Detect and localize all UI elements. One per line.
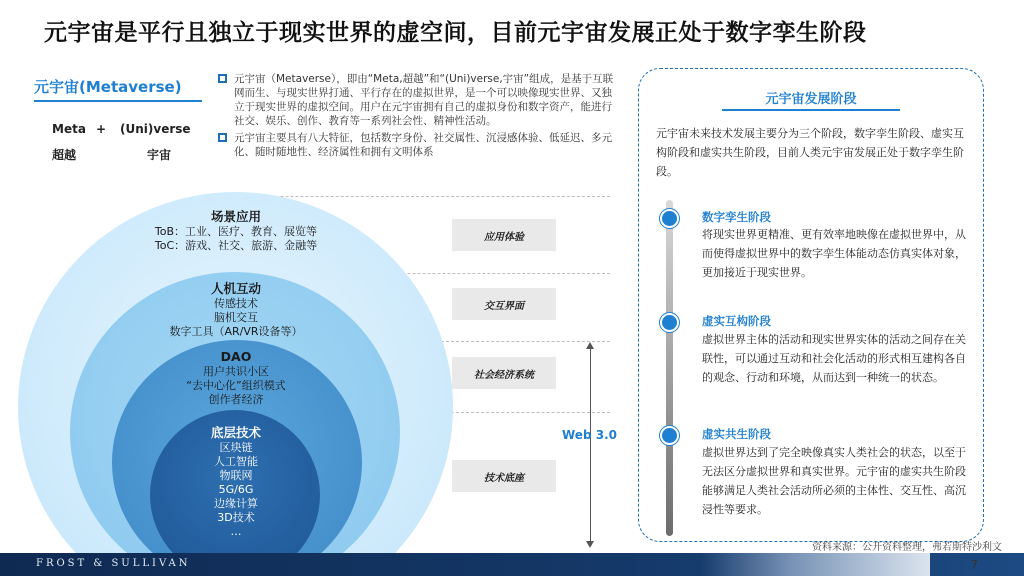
layer-label-interface: 交互界面 <box>452 288 556 320</box>
metaverse-heading: 元宇宙(Metaverse) <box>34 78 182 96</box>
dao-text <box>160 348 312 407</box>
base-line: 边缘计算 <box>214 497 258 510</box>
hci-line: 数字工具（AR/VR设备等） <box>169 325 303 338</box>
stages-title-underline <box>722 109 900 111</box>
base-title: 底层技术 <box>210 425 261 440</box>
layer-label-socioeconomic: 社会经济系统 <box>452 357 556 389</box>
stage-3-desc: 虚拟世界达到了完全映像真实人类社会的状态，以至于无法区分虚拟世界和真实世界。元宇宙的虚实共生阶段能够满足人类社会活动所必须的主体性、交互性、高沉浸性等要求。 <box>702 446 966 516</box>
base-tech-text <box>175 424 297 539</box>
scene-line: ToB：工业、医疗、教育、展览等 <box>154 225 318 238</box>
page-number: 7 <box>970 558 978 572</box>
arrow-down-icon <box>586 541 594 548</box>
dao-title: DAO <box>220 349 252 364</box>
layer-label-tech-base: 技术底座 <box>452 460 556 492</box>
base-line: 3D技术 <box>217 511 255 524</box>
footer-stripe <box>700 553 930 576</box>
base-line: 区块链 <box>219 441 253 454</box>
hci-line: 传感技术 <box>214 297 258 310</box>
base-line: … <box>230 525 242 538</box>
bullet-text: 元宇宙主要具有八大特征，包括数字身份、社交属性、沉浸感体验、低延迟、多元化、随时随地性、经济属性和拥有文明体系 <box>234 132 612 158</box>
source-note: 资料来源：公开资料整理，弗若斯特沙利文 <box>812 542 1002 553</box>
scene-line: ToC：游戏、社交、旅游、金融等 <box>154 239 318 252</box>
hci-title: 人机互动 <box>210 281 261 296</box>
universe-word: (Uni)verse <box>120 122 191 136</box>
scene-application-text <box>130 208 342 253</box>
meta-meaning: 超越 <box>52 148 77 162</box>
base-line: 人工智能 <box>214 455 258 468</box>
dao-line: 用户共识小区 <box>203 365 269 378</box>
definition-bullets <box>218 72 618 162</box>
stage-3-title: 虚实共生阶段 <box>702 427 771 441</box>
metaverse-heading-underline <box>34 100 202 102</box>
stage-dot-icon <box>660 313 679 332</box>
stage-2-title: 虚实互构阶段 <box>702 314 771 328</box>
dao-line: 创作者经济 <box>208 393 264 406</box>
meta-word: Meta <box>52 122 86 136</box>
bullet-features <box>218 131 618 159</box>
stage-2-desc: 虚拟世界主体的活动和现实世界实体的活动之间存在关联性，可以通过互动和社会化活动的形式相互建构各自的观念、行动和环境，从而达到一种统一的状态。 <box>702 333 966 384</box>
universe-meaning: 宇宙 <box>147 148 172 162</box>
base-line: 物联网 <box>219 469 253 482</box>
base-line: 5G/6G <box>218 483 254 496</box>
hci-line: 脑机交互 <box>214 311 258 324</box>
stages-panel-title: 元宇宙发展阶段 <box>765 92 857 107</box>
page-title: 元宇宙是平行且独立于现实世界的虚空间，目前元宇宙发展正处于数字孪生阶段 <box>44 20 867 46</box>
frost-sullivan-logo: FROST & SULLIVAN <box>36 558 191 569</box>
bullet-definition <box>218 72 618 128</box>
stage-dot-icon <box>660 426 679 445</box>
web3-range-line <box>590 348 591 544</box>
stage-dot-icon <box>660 209 679 228</box>
layer-label-application: 应用体验 <box>452 219 556 251</box>
bullet-text: 元宇宙（Metaverse），即由“Meta,超越”和“(Uni)verse,宇宙”组成，是基于互联网而生、与现实世界打通、平行存在的虚拟世界，是一个可以映像现实世界、又独立于现实世界的虚拟空间。用户在元宇宙拥有自己的虚拟身份和数字资产，能进行社交、娱乐、创作、教育等一系列社会性、精神性活动。 <box>234 73 614 127</box>
web3-label: Web 3.0 <box>562 428 617 442</box>
stages-intro: 元宇宙未来技术发展主要分为三个阶段，数字孪生阶段、虚实互构阶段和虚实共生阶段，目前人类元宇宙发展正处于数字孪生阶段。 <box>656 127 964 178</box>
stage-1-desc: 将现实世界更精准、更有效率地映像在虚拟世界中，从而使得虚拟世界中的数字孪生体能动态仿真实体对象，更加接近于现实世界。 <box>702 228 966 279</box>
stage-1-title: 数字孪生阶段 <box>702 210 771 224</box>
square-bullet-icon <box>218 133 227 142</box>
plus-sign: + <box>96 122 107 136</box>
scene-title: 场景应用 <box>210 209 261 224</box>
square-bullet-icon <box>218 74 227 83</box>
dao-line: “去中心化”组织模式 <box>186 379 286 392</box>
stages-timeline <box>666 200 673 536</box>
hci-text <box>145 280 327 339</box>
